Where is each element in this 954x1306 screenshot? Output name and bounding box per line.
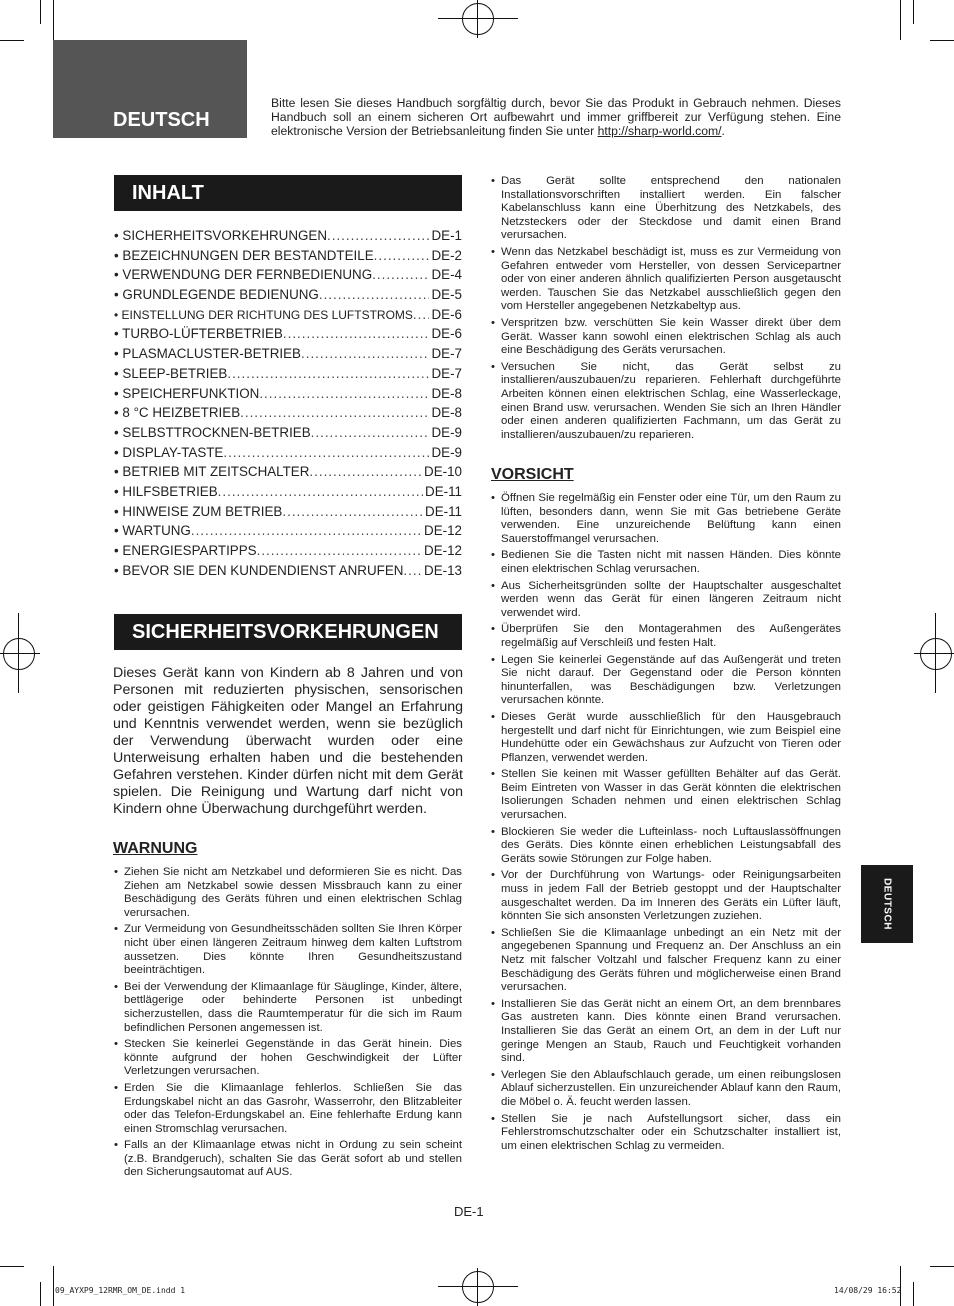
toc-item-page: DE-7 — [431, 365, 462, 381]
language-label: DEUTSCH — [113, 109, 210, 131]
toc-item[interactable] — [114, 425, 462, 445]
toc-item-label: • BEZEICHNUNGEN DER BESTANDTEILE — [114, 247, 374, 263]
toc-item-page: DE-11 — [425, 483, 462, 499]
list-item: • Vor der Durchführung von Wartungs- oder Reinigungsarbeiten muss in jedem Fall der Betrieb gestoppt und der Hauptschalter ausgeschaltet werden. Da im Inneren des Geräts ein Lüfter läuft, könnten Sie sich ansonsten Verletzungen zuziehen. — [491, 869, 841, 923]
list-item: • Stellen Sie je nach Aufstellungsort sicher, dass ein Fehlerstromschutzschalter oder ein Schutzschalter installiert ist, um einen elektrischen Schlag zu vermeiden. — [491, 1113, 841, 1154]
toc-item-page: DE-6 — [431, 326, 462, 342]
toc-item-page: DE-4 — [431, 267, 462, 283]
list-item: • Ziehen Sie nicht am Netzkabel und deformieren Sie es nicht. Das Ziehen am Netzkabel sowie dessen Missbrauch kann zu einer Beschädigung des Geräts führen und einen elektrischen Schlag verursachen. — [114, 866, 462, 920]
toc-item[interactable] — [114, 287, 462, 307]
warnung-list-continued — [491, 175, 841, 445]
toc-item-page: DE-6 — [431, 306, 462, 322]
list-item: • Versuchen Sie nicht, das Gerät selbst zu installieren/auszubauen/zu reparieren. Fehlerhaft durchgeführte Arbeiten können einen elektrischen Schlag, eine Wasserleckage, einen Brand usw. verursachen. Wenden Sie sich an Ihren Händler oder einen anderen qualifizierten Fachmann, um das Gerät zu installieren/auszubauen/zu reparieren. — [491, 361, 841, 443]
toc-item-page: DE-8 — [431, 405, 462, 421]
list-item: • Öffnen Sie regelmäßig ein Fenster oder eine Tür, um den Raum zu lüften, besonders dann, wenn Sie mit Gas betriebene Geräte verwenden. Eine unzureichende Belüftung kann einen Sauerstoffmangel verursachen. — [491, 492, 841, 546]
toc-item-page: DE-8 — [431, 385, 462, 401]
toc-item-label: • TURBO-LÜFTERBETRIEB — [114, 326, 283, 342]
toc-leader — [191, 523, 422, 538]
intro-text: Bitte lesen Sie dieses Handbuch sorgfältig durch, bevor Sie das Produkt in Gebrauch nehmen. Dieses Handbuch soll an einem sicheren Ort aufbewahrt und immer griffbereit zur Verfügung stehen. Eine elektronische Version der Betriebsanleitung finden Sie unter http://sharp-world.com/. — [271, 96, 841, 138]
toc-list — [114, 228, 462, 582]
list-item: • Zur Vermeidung von Gesundheitsschäden sollten Sie Ihren Körper nicht über einen längeren Zeitraum hinweg dem kalten Luftstrom aussetzen. Dies könnte Ihren Gesundheitszustand beeinträchtigen. — [114, 923, 462, 977]
toc-item[interactable] — [114, 346, 462, 366]
toc-item-page: DE-13 — [424, 562, 462, 578]
toc-item-label: • SLEEP-BETRIEB — [114, 365, 228, 381]
warnung-heading: WARNUNG — [113, 840, 198, 857]
toc-leader — [301, 346, 429, 361]
list-item: • Dieses Gerät wurde ausschließlich für den Hausgebrauch hergestellt und darf nicht für Einrichtungen, wie zum Beispiel eine Hundehütte oder ein Gewächshaus zur Aufzucht von Tieren oder Pflanzen, verwendet werden. — [491, 711, 841, 765]
toc-item[interactable] — [114, 307, 462, 327]
toc-leader — [374, 248, 430, 263]
toc-leader — [403, 563, 422, 578]
toc-item-page: DE-2 — [431, 247, 462, 263]
toc-item-label: • DISPLAY-TASTE — [114, 444, 224, 460]
list-item: • Verspritzen bzw. verschütten Sie kein Wasser direkt über dem Gerät. Wasser kann sowohl einen elektrischen Schlag als auch eine Beschädigung des Geräts verursachen. — [491, 317, 841, 358]
toc-item-page: DE-12 — [424, 523, 462, 539]
toc-item[interactable] — [114, 464, 462, 484]
toc-item[interactable] — [114, 543, 462, 563]
safety-title: SICHERHEITSVORKEHRUNGEN — [114, 614, 462, 650]
vorsicht-heading: VORSICHT — [491, 466, 574, 483]
toc-item-label: • WARTUNG — [114, 523, 191, 539]
footer-filename: 09_AYXP9_12RMR_OM_DE.indd 1 — [55, 1286, 186, 1295]
toc-leader — [282, 504, 423, 519]
toc-item-label: • HINWEISE ZUM BETRIEB — [114, 503, 283, 519]
toc-item-label: • PLASMACLUSTER-BETRIEB — [114, 346, 301, 362]
toc-item-page: DE-11 — [425, 503, 462, 519]
toc-item-label: • SPEICHERFUNKTION — [114, 385, 260, 401]
toc-leader — [283, 326, 430, 341]
toc-leader — [218, 484, 423, 499]
toc-item[interactable] — [114, 267, 462, 287]
safety-intro: Dieses Gerät kann von Kindern ab 8 Jahren und von Personen mit reduzierten physischen, sensorischen oder geistigen Fähigkeiten oder Mangel an Erfahrung und Kenntnis verwendet werden, wenn sie bezüglich der Verwendung überwacht wurden oder eine Unterweisung erhalten haben und die bestehenden Gefahren verstehen. Kinder dürfen nicht mit dem Gerät spielen. Die Reinigung und Wartung darf nicht von Kindern ohne Überwachung durchgeführt werden. — [113, 665, 463, 817]
list-item: • Bei der Verwendung der Klimaanlage für Säuglinge, Kinder, ältere, bettlägerige oder behinderte Personen ist unbedingt sicherzustellen, dass die Raumtemperatur für die sich im Raum befindlichen Personen angemessen ist. — [114, 981, 462, 1035]
list-item: • Stellen Sie keinen mit Wasser gefüllten Behälter auf das Gerät. Beim Eintreten von Wasser in das Gerät könnten die elektrischen Isolierungen Schaden nehmen und einen elektrischen Schlag verursachen. — [491, 768, 841, 822]
toc-item-page: DE-5 — [431, 287, 462, 303]
website-link[interactable]: http://sharp-world.com/ — [597, 124, 722, 138]
toc-item-page: DE-7 — [431, 346, 462, 362]
toc-item[interactable] — [114, 326, 462, 346]
toc-leader — [327, 228, 429, 243]
toc-leader — [309, 464, 422, 479]
toc-item-label: • SELBSTTROCKNEN-BETRIEB — [114, 424, 311, 440]
list-item: • Falls an der Klimaanlage etwas nicht in Ordung zu sein scheint (z.B. Brandgeruch), schalten Sie das Gerät sofort ab und stellen den Sicherungsautomat auf AUS. — [114, 1139, 462, 1180]
side-language-tab: DEUTSCH — [861, 865, 913, 943]
toc-item[interactable] — [114, 228, 462, 248]
toc-item-page: DE-9 — [431, 424, 462, 440]
toc-item-label: • EINSTELLUNG DER RICHTUNG DES LUFTSTROMS — [114, 307, 413, 322]
list-item: • Stecken Sie keinerlei Gegenstände in das Gerät hinein. Dies könnte aufgrund der hohen Geschwindigkeit der Lüfter Verletzungen verursachen. — [114, 1038, 462, 1079]
list-item: • Das Gerät sollte entsprechend den nationalen Installationsvorschriften installiert werden. Ein falscher Kabelanschluss kann eine Überhitzung des Netzkabels, des Netzsteckers oder der Steckdose und damit einen Brand verursachen. — [491, 175, 841, 243]
toc-item-label: • BETRIEB MIT ZEITSCHALTER — [114, 464, 310, 480]
list-item: • Bedienen Sie die Tasten nicht mit nassen Händen. Dies könnte einen elektrischen Schlag verursachen. — [491, 549, 841, 576]
toc-item[interactable] — [114, 504, 462, 524]
toc-leader — [257, 543, 422, 558]
warnung-list — [114, 866, 462, 1183]
toc-item-label: • 8 °C HEIZBETRIEB — [114, 405, 241, 421]
list-item: • Installieren Sie das Gerät nicht an einem Ort, an dem brennbares Gas austreten kann. Dies könnte einen Brand verursachen. Installieren Sie das Gerät an einem Ort, an dem in der Luft nur geringe Mengen an Staub, Rauch und Feuchtigkeit vorhanden sind. — [491, 998, 841, 1066]
list-item: • Schließen Sie die Klimaanlage unbedingt an ein Netz mit der angegebenen Spannung und Frequenz an. Der Anschluss an ein Netz mit falscher Voltzahl und falscher Frequenz kann zu einer Beschädigung des Geräts führen und möglicherweise einen Brand verursachen. — [491, 927, 841, 995]
toc-leader — [319, 287, 430, 302]
toc-item[interactable] — [114, 445, 462, 465]
toc-item-page: DE-12 — [424, 543, 462, 558]
toc-item-page: DE-1 — [431, 228, 462, 243]
page-number: DE-1 — [454, 1204, 484, 1219]
toc-title: INHALT — [114, 175, 462, 211]
list-item: • Blockieren Sie weder die Lufteinlass- noch Luftauslassöffnungen des Geräts. Dies könnte einen erheblichen Leistungsabfall des Geräts sowie Störungen zur Folge haben. — [491, 826, 841, 867]
toc-leader — [240, 405, 429, 420]
list-item: • Erden Sie die Klimaanlage fehlerlos. Schließen Sie das Erdungskabel nicht an das Gasrohr, Wasserrohr, den Blitzableiter oder das Telefon-Erdungskabel an. Eine fehlerhafte Erdung kann einen Stromschlag verursachen. — [114, 1082, 462, 1136]
list-item: • Legen Sie keinerlei Gegenstände auf das Außengerät und treten Sie nicht darauf. Der Gegenstand oder die Person könnten hinunterfallen, was Beschädigungen bzw. Verletzungen verursachen könnte. — [491, 654, 841, 708]
toc-item-label: • GRUNDLEGENDE BEDIENUNG — [114, 287, 319, 303]
toc-item-page: DE-9 — [431, 444, 462, 460]
toc-item-label: • VERWENDUNG DER FERNBEDIENUNG — [114, 267, 373, 283]
toc-item-label: • SICHERHEITSVORKEHRUNGEN — [114, 228, 328, 243]
toc-item-label: • ENERGIESPARTIPPS — [114, 543, 257, 558]
toc-leader — [311, 425, 430, 440]
toc-item[interactable] — [114, 386, 462, 406]
footer-timestamp: 14/08/29 16:52 — [834, 1286, 902, 1295]
list-item: • Verlegen Sie den Ablaufschlauch gerade, um einen reibungslosen Ablauf sicherzustellen. Ein unzureichender Ablauf kann den Raum, die Möbel o. Ä. feucht werden lassen. — [491, 1069, 841, 1110]
toc-item[interactable] — [114, 523, 462, 543]
toc-leader — [223, 445, 429, 460]
toc-item[interactable] — [114, 366, 462, 386]
toc-leader — [227, 366, 429, 381]
toc-leader — [259, 386, 429, 401]
vorsicht-list — [491, 492, 841, 1156]
toc-item[interactable] — [114, 484, 462, 504]
toc-leader — [413, 307, 430, 322]
toc-item[interactable] — [114, 405, 462, 425]
toc-item[interactable] — [114, 248, 462, 268]
list-item: • Überprüfen Sie den Montagerahmen des Außengerätes regelmäßig auf Verschleiß und festen Halt. — [491, 623, 841, 650]
list-item: • Wenn das Netzkabel beschädigt ist, muss es zur Vermeidung von Gefahren entweder vom Hersteller, von dessen Servicepartner oder von einer anderen ähnlich qualifizierten Person ausgetauscht werden. Tauschen Sie das Netzkabel ausschließlich gegen den vom Hersteller angegebenen Netzkabeltyp aus. — [491, 246, 841, 314]
toc-item[interactable] — [114, 563, 462, 583]
toc-item-label: • BEVOR SIE DEN KUNDENDIENST ANRUFEN — [114, 562, 404, 578]
toc-item-label: • HILFSBETRIEB — [114, 483, 218, 499]
language-header — [53, 40, 247, 138]
toc-item-page: DE-10 — [424, 464, 462, 480]
list-item: • Aus Sicherheitsgründen sollte der Hauptschalter ausgeschaltet werden wenn das Gerät für einen längeren Zeitraum nicht verwendet wird. — [491, 580, 841, 621]
toc-leader — [372, 267, 429, 282]
